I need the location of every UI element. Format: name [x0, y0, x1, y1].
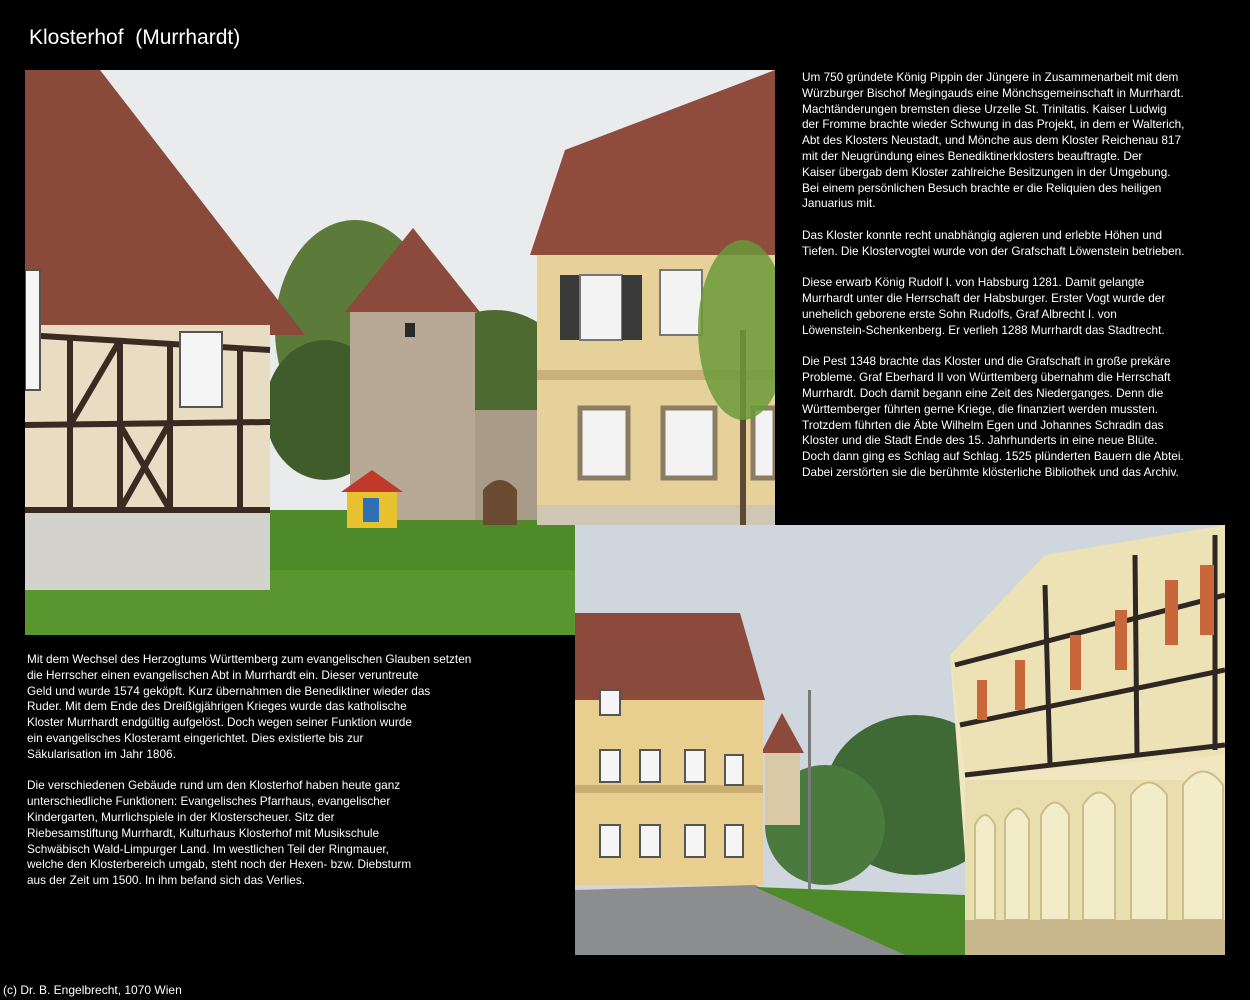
paragraph: Die Pest 1348 brachte das Kloster und die Grafschaft in große prekäre Probleme. Graf Eberhard II von Württemberg übernahm die Herrschaft Murrhardt. Doch damit begann eine Zeit des Niederganges. Denn die Württemberger führten gerne Kriege, die finanziert werden mussten. Trotzdem führten die Äbte Wilhelm Egen und Johannes Schradin das Kloster und die Stadt Ende des 15. Jahrhunderts in eine neue Blüte. Doch dann ging es Schlag auf Schlag. 1525 plünderten Bauern die Abtei. Dabei zerstörten sie die berühmte klösterliche Bibliothek und das Archiv.	[802, 354, 1184, 479]
copyright-footer: (c) Dr. B. Engelbrecht, 1070 Wien	[3, 983, 182, 997]
photo-klosterhof-courtyard	[575, 525, 1225, 955]
paragraph: Das Kloster konnte recht unabhängig agieren und erlebte Höhen und Tiefen. Die Klostervogtei wurde von der Grafschaft Löwenstein betrieben.	[802, 227, 1185, 258]
paragraph: Um 750 gründete König Pippin der Jüngere in Zusammenarbeit mit dem Würzburger Bischof Megingauds eine Mönchsgemeinschaft in Murrhardt. Machtänderungen bremsten diese Urzelle St. Trinitatis. Kaiser Ludwig der Fromme brachte wieder Schwung in das Projekt, in dem er Walterich, Abt des Klosters Neustadt, und Mönche aus dem Kloster Reichenau 817 mit der Neugründung eines Benediktinerklosters beauftragte. Der Kaiser übergab dem Kloster zahlreiche Besitzungen in der Umgebung. Bei einem persönlichen Besuch brachte er die Reliquien des heiligen Januarius mit.	[802, 70, 1185, 211]
paragraph: Die verschiedenen Gebäude rund um den Klosterhof haben heute ganz unterschiedliche Funktionen: Evangelisches Pfarrhaus, evangelischer Kindergarten, Murrlichspiele in der Klosterscheuer. Sitz der Riebesamstiftung Murrhardt, Kulturhaus Klosterhof mit Musikschule Schwäbisch Wald-Limpurger Land. Im westlichen Teil der Ringmauer, welche den Klosterbereich umgab, steht noch der Hexen- bzw. Diebsturm aus der Zeit um 1500. In ihm befand sich das Verlies.	[27, 778, 412, 888]
history-text-left	[27, 652, 547, 905]
page-title: Klosterhof (Murrhardt)	[29, 26, 241, 49]
paragraph: Diese erwarb König Rudolf I. von Habsburg 1281. Damit gelangte Murrhardt unter die Herrschaft der Habsburger. Erster Vogt wurde der unehelich geborene erste Sohn Rudolfs, Graf Albrecht I. von Löwenstein-Schenkenberg. Er verlieh 1288 Murrhardt das Stadtrecht.	[802, 275, 1166, 337]
history-text-right	[802, 70, 1222, 497]
paragraph: Mit dem Wechsel des Herzogtums Württemberg zum evangelischen Glauben setzten die Herrscher einen evangelischen Abt in Murrhardt ein. Dieser veruntreute Geld und wurde 1574 geköpft. Kurz übernahmen die Benediktiner wieder das Ruder. Mit dem Ende des Dreißigjährigen Krieges wurde das katholische Kloster Murrhardt endgültig aufgelöst. Doch wegen seiner Funktion wurde ein evangelisches Klosteramt eingerichtet. Dies existierte bis zur Säkularisation im Jahr 1806.	[27, 652, 472, 761]
photo-klosterhof-courtyard-drawing	[575, 525, 1225, 955]
